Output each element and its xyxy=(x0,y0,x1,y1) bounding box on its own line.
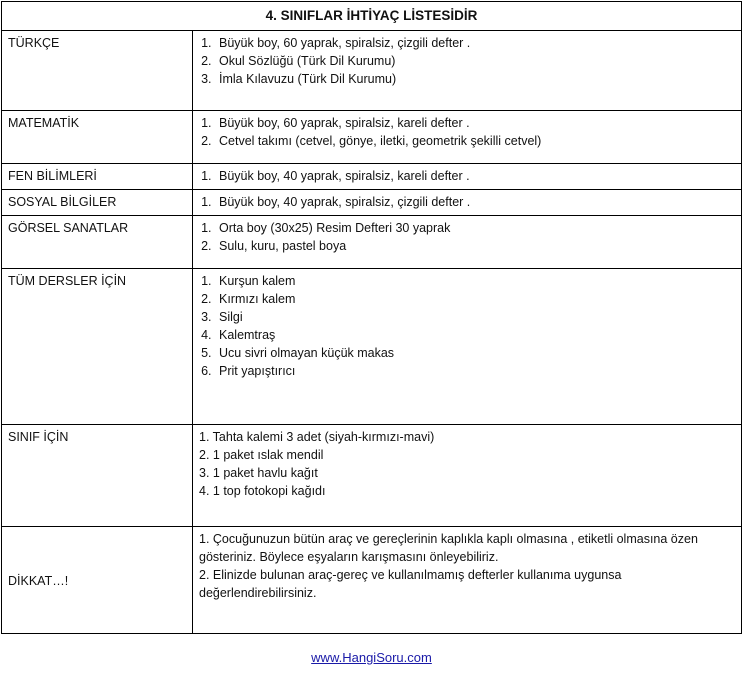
list-item: 1. Büyük boy, 60 yaprak, spiralsiz, kareli defter . xyxy=(215,114,735,132)
subject-cell: SINIF İÇİN xyxy=(2,425,193,527)
list-item: 4. 1 top fotokopi kağıdı xyxy=(199,484,326,498)
footer xyxy=(0,650,743,665)
subject-cell: FEN BİLİMLERİ xyxy=(2,164,193,190)
subject-cell: TÜM DERSLER İÇİN xyxy=(2,269,193,425)
notice-paragraph: 1. Çocuğunuzun bütün araç ve gereçlerinin kaplıkla kaplı olmasına , etiketli olmasına özen gösteriniz. Böylece eşyaların karışmasını önleyebiliriz. xyxy=(199,532,698,564)
list-item: 3. 1 paket havlu kağıt xyxy=(199,466,318,480)
list-title: 4. SINIFLAR İHTİYAÇ LİSTESİDİR xyxy=(1,1,742,31)
notice-paragraph: 2. Elinizde bulunan araç-gereç ve kullanılmamış defterler kullanıma uygunsa değerlendirebilirsiniz. xyxy=(199,568,622,600)
list-item: 1. Büyük boy, 40 yaprak, spiralsiz, kareli defter . xyxy=(215,167,735,185)
items-cell xyxy=(193,269,742,425)
list-item: 1. Orta boy (30x25) Resim Defteri 30 yaprak xyxy=(215,219,735,237)
list-item: 1. Büyük boy, 40 yaprak, spiralsiz, çizgili defter . xyxy=(215,193,735,211)
items-cell xyxy=(193,425,742,527)
list-item: 2. Cetvel takımı (cetvel, gönye, iletki, geometrik şekilli cetvel) xyxy=(215,132,735,150)
list-item: 2. Kırmızı kalem xyxy=(215,290,735,308)
table-row xyxy=(2,31,742,111)
subject-cell: GÖRSEL SANATLAR xyxy=(2,216,193,269)
list-item: 4. Kalemtraş xyxy=(215,326,735,344)
table-row xyxy=(2,269,742,425)
list-item: 6. Prit yapıştırıcı xyxy=(215,362,735,380)
list-item: 1. Büyük boy, 60 yaprak, spiralsiz, çizgili defter . xyxy=(215,34,735,52)
subject-cell: TÜRKÇE xyxy=(2,31,193,111)
table-row xyxy=(2,527,742,634)
supply-table xyxy=(1,30,742,634)
footer-link[interactable]: www.HangiSoru.com xyxy=(311,650,432,665)
items-cell xyxy=(193,527,742,634)
list-item: 2. Okul Sözlüğü (Türk Dil Kurumu) xyxy=(215,52,735,70)
list-item: 1. Kurşun kalem xyxy=(215,272,735,290)
list-item: 3. İmla Kılavuzu (Türk Dil Kurumu) xyxy=(215,70,735,88)
list-item: 1. Tahta kalemi 3 adet (siyah-kırmızı-mavi) xyxy=(199,430,435,444)
subject-cell: DİKKAT…! xyxy=(2,527,193,634)
items-cell xyxy=(193,190,742,216)
table-row xyxy=(2,190,742,216)
items-cell xyxy=(193,111,742,164)
list-item: 2. Sulu, kuru, pastel boya xyxy=(215,237,735,255)
table-row xyxy=(2,164,742,190)
list-item: 5. Ucu sivri olmayan küçük makas xyxy=(215,344,735,362)
items-cell xyxy=(193,216,742,269)
table-row xyxy=(2,111,742,164)
list-item: 3. Silgi xyxy=(215,308,735,326)
subject-cell: SOSYAL BİLGİLER xyxy=(2,190,193,216)
table-row xyxy=(2,425,742,527)
items-cell xyxy=(193,31,742,111)
table-row xyxy=(2,216,742,269)
list-item: 2. 1 paket ıslak mendil xyxy=(199,448,324,462)
subject-cell: MATEMATİK xyxy=(2,111,193,164)
items-cell xyxy=(193,164,742,190)
